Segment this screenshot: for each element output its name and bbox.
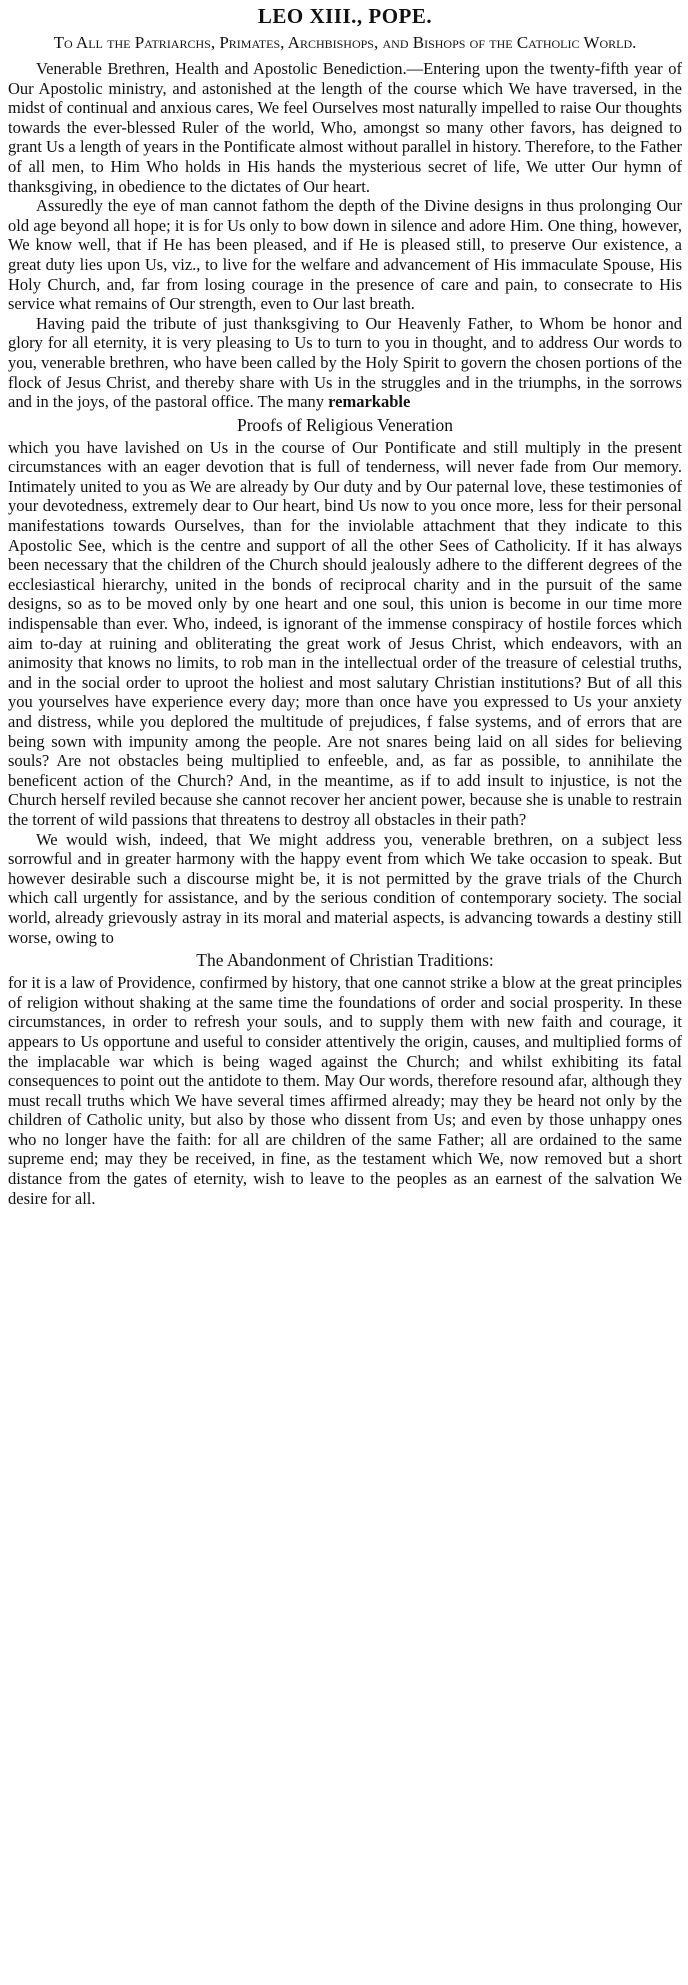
- paragraph-divine-designs: Assuredly the eye of man cannot fathom the depth of the Divine designs in thus prolonging Our old age beyond all hope; it is for Us only to bow down in silence and adore Him. One thing, however, We know well, that if He has been pleased, and if He is pleased still, to preserve Our existence, a great duty lies upon Us, viz., to live for the welfare and advancement of His immaculate Spouse, His Holy Church, and, far from losing courage in the presence of care and pain, to consecrate to His service what remains of Our strength, even to Our last breath.: [8, 196, 682, 314]
- subheading-christian-traditions: The Abandonment of Christian Traditions:: [196, 950, 494, 971]
- document-address: To All the Patriarchs, Primates, Archbishops, and Bishops of the Catholic World.: [53, 33, 637, 52]
- subheading-religious-veneration: Proofs of Religious Veneration: [237, 414, 453, 435]
- paragraph-providence: for it is a law of Providence, confirmed by history, that one cannot strike a blow at the great principles of religion without shaking at the same time the foundations of order and social prosperity. In these circumstances, in order to refresh your souls, and to supply them with new faith and courage, it appears to Us opportune and useful to consider attentively the origin, causes, and multiplied forms of the implacable war which is being waged against the Church; and whilst exhibiting its fatal consequences to point out the antidote to them. May Our words, therefore resound afar, although they must recall truths which We have several times affirmed already; may they be heard not only by the children of Catholic unity, but also by those who dissent from Us; and even by those unhappy ones who no longer have the faith: for all are children of the same Father; all are ordained to the same supreme end; may they be received, in fine, as the testament which We, now removed but a short distance from the gates of eternity, wish to leave to the peoples as an earnest of the salvation We desire for all.: [8, 973, 682, 1208]
- document-title: LEO XIII., POPE.: [257, 4, 433, 28]
- paragraph-thanksgiving-end: remarkable: [328, 392, 411, 412]
- paragraph-thanksgiving-text: Having paid the tribute of just thanksgiving to Our Heavenly Father, to Whom be honor and glory for all eternity, it is very pleasing to Us to turn to you in thought, and to address Our words to you, venerable brethren, who have been called by the Holy Spirit to govern the chosen portions of the flock of Jesus Christ, and thereby share with Us in the struggles and in the triumphs, in the sorrows and in the joys, of the pastoral office. The many: [8, 313, 682, 412]
- paragraph-salutation: Venerable Brethren, Health and Apostolic Benediction.—Entering upon the twenty-fifth year of Our Apostolic ministry, and astonished at the length of the course which We have traversed, in the midst of continual and anxious cares, We feel Ourselves most naturally impelled to raise Our thoughts towards the ever-blessed Ruler of the world, Who, amongst so many other favors, has deigned to grant Us a length of years in the Pontificate almost without parallel in history. Therefore, to the Father of all men, to Him Who holds in His hands the mysterious secret of life, We utter Our hymn of thanksgiving, in obedience to the dictates of Our heart.: [8, 59, 682, 196]
- paragraph-thanksgiving: [8, 314, 682, 412]
- paragraph-veneration: which you have lavished on Us in the course of Our Pontificate and still multiply in the present circumstances with an eager devotion that is full of tenderness, will never fade from Our memory. Intimately united to you as We are already by Our duty and by Our paternal love, these testimonies of your devotedness, extremely dear to Our heart, bind Us now to you once more, less for their personal manifestations towards Ourselves, than for the inviolable attachment that they indicate to this Apostolic See, which is the centre and support of all the other Sees of Catholicity. If it has always been necessary that the children of the Church should jealously adhere to the different degrees of the ecclesiastical hierarchy, united in the bonds of reciprocal charity and in the pursuit of the same designs, so as to be moved only by one heart and one soul, this union is become in our time more indispensable than ever. Who, indeed, is ignorant of the immense conspiracy of hostile forces which aim to-day at ruining and obliterating the great work of Jesus Christ, which endeavors, with an animosity that knows no limits, to rob man in the intellectual order of the treasure of celestial truths, and in the social order to uproot the holiest and most salutary Christian institutions? But of all this you yourselves have experience every day; more than once have you expressed to Us your anxiety and distress, while you deplored the multitude of prejudices, f false systems, and of errors that are being sown with impunity among the people. Are not snares being laid on all sides for believing souls? Are not obstacles being multiplied to enfeeble, and, as far as possible, to annihilate the beneficent action of the Church? And, in the meantime, as if to add insult to injustice, is not the Church herself reviled because she cannot recover her ancient power, because she is unable to restrain the torrent of wild passions that threatens to destroy all obstacles in their path?: [8, 437, 682, 829]
- paragraph-contemporary-society: We would wish, indeed, that We might address you, venerable brethren, on a subject less sorrowful and in greater harmony with the happy event from which We take occasion to speak. But however desirable such a discourse might be, it is not permitted by the grave trials of the Church which call urgently for assistance, and by the serious condition of contemporary society. The social world, already grievously astray in its moral and material aspects, is advancing towards a destiny still worse, owing to: [8, 829, 682, 947]
